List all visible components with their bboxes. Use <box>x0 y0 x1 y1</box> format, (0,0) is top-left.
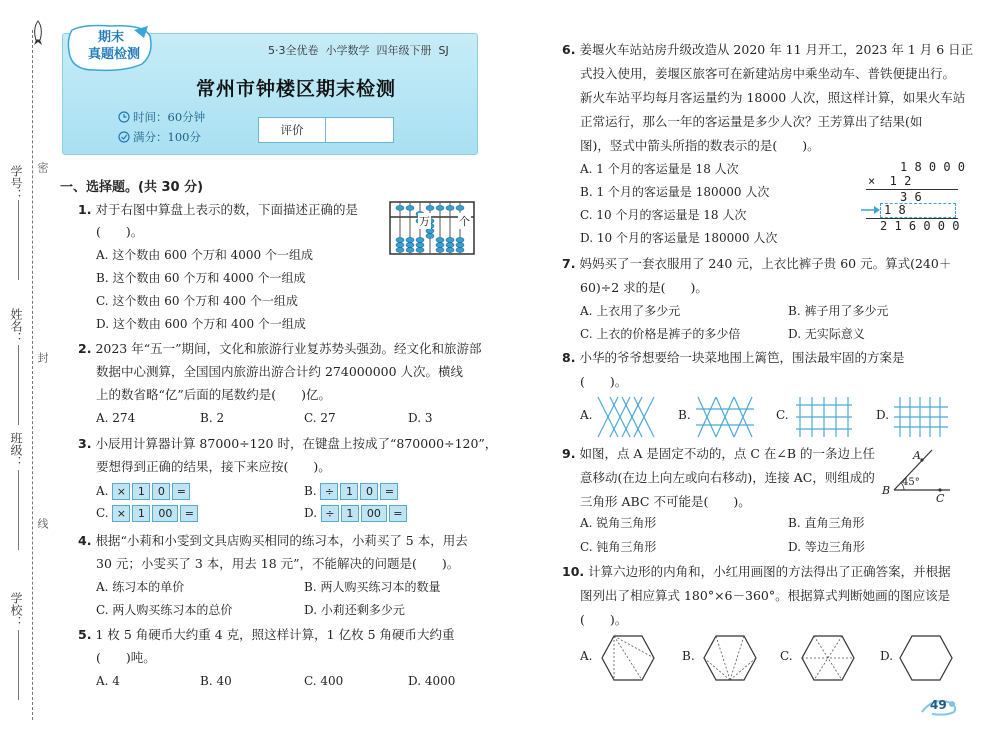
q4-line1: 根据“小莉和小雯到文具店购买相同的练习本，小莉买了 5 本，用去 <box>95 533 468 548</box>
q6-line2: 式投入使用，姜堰区旅客可在新建站房中乘坐动车、普铁便捷出行。 <box>580 66 956 81</box>
q9-option-b[interactable]: B. 直角三角形 <box>788 516 865 530</box>
q3-number: 3. <box>78 436 92 451</box>
key-1: 1 <box>132 483 150 500</box>
hexagon-plain-figure[interactable] <box>898 634 954 682</box>
hexagon-edge-point-figure[interactable] <box>702 634 758 682</box>
q3-option-c[interactable] <box>96 504 200 522</box>
abacus-wan-label: 万 <box>419 215 430 228</box>
key-0: 0 <box>360 483 378 500</box>
q3-option-d[interactable] <box>304 504 409 522</box>
q9-line1: 如图，点 A 是固定不动的，点 C 在∠B 的一条边上任 <box>579 446 876 461</box>
q6-line4: 正常运行，那么一年的客运量是多少人次？王芳算出了结果(如 <box>580 114 923 129</box>
xuexiao-blank[interactable] <box>18 630 19 700</box>
badge-line1: 期末 <box>97 30 124 45</box>
clock-icon <box>118 111 130 123</box>
fence-grid-figure[interactable] <box>794 395 854 439</box>
q3-option-c-label: C. <box>96 506 109 520</box>
q9-option-d[interactable]: D. 等边三角形 <box>788 540 865 554</box>
q1-option-a[interactable]: A. 这个数由 600 个万和 4000 个一组成 <box>96 248 313 262</box>
xuehao-blank[interactable] <box>18 200 19 280</box>
q3-option-d-label: D. <box>304 506 318 520</box>
q3-option-b-label: B. <box>304 484 317 498</box>
q2-option-c[interactable]: C. 27 <box>304 411 336 425</box>
badge-line2: 真题检测 <box>87 47 140 62</box>
q3-option-a-label: A. <box>96 484 109 498</box>
q5-option-b[interactable]: B. 40 <box>200 674 232 688</box>
q8-line1: 小华的爷爷想要给一块菜地围上篱笆，围法最牢固的方案是 <box>579 350 905 365</box>
evaluation-box[interactable] <box>258 117 394 143</box>
seal-xian: 线 <box>36 518 49 529</box>
q7-line2: 60)÷2 求的是( )。 <box>580 280 708 295</box>
calc-row2: × 1 2 <box>868 174 912 188</box>
hexagon-diagonals-figure[interactable] <box>600 634 656 682</box>
q1-number: 1. <box>78 202 92 217</box>
exam-score: 满分：100分 <box>133 130 201 144</box>
q8-line2: ( )。 <box>580 374 628 389</box>
banji-label: 班级： <box>9 432 23 468</box>
page-number: 49 <box>930 698 947 712</box>
q2-option-a[interactable]: A. 274 <box>96 411 136 425</box>
q7-number: 7. <box>562 256 576 271</box>
q6-option-a[interactable]: A. 1 个月的客运量是 18 人次 <box>580 162 739 176</box>
q6-line3: 新火车站平均每月客运量约为 18000 人次，照这样计算，如果火车站 <box>580 90 966 105</box>
q3-line2: 要想得到正确的结果，接下来应按( )。 <box>96 459 331 474</box>
q3-line1: 小辰用计算器计算 87000÷120 时，在键盘上按成了“870000÷120”， <box>95 436 498 451</box>
q1-line1: 对于右图中算盘上表示的数，下面描述正确的是 <box>95 202 358 217</box>
fence-mixed-figure[interactable] <box>694 395 756 439</box>
point-b-label: B <box>882 484 891 497</box>
binding-dashed-line <box>32 30 33 720</box>
q5-number: 5. <box>78 627 92 642</box>
hexagon-center-figure[interactable] <box>800 634 856 682</box>
section-title: 一、选择题。(共 30 分) <box>60 180 204 195</box>
key-equals: = <box>380 483 398 500</box>
abacus-ge-label: 个 <box>459 215 470 228</box>
point-c-label: C <box>936 492 945 505</box>
evaluation-label: 评价 <box>259 118 326 142</box>
fence-diamond-figure[interactable] <box>596 395 658 439</box>
exam-time: 时间：60分钟 <box>133 110 206 124</box>
calc-row4: 1 8 <box>884 203 906 217</box>
q7-option-b[interactable]: B. 裤子用了多少元 <box>788 304 889 318</box>
rocket-icon <box>30 20 46 46</box>
series-info: 5·3全优卷 小学数学 四年级下册 SJ <box>268 44 449 57</box>
key-1: 1 <box>132 505 150 522</box>
key-0: 0 <box>152 483 170 500</box>
q9-line2: 意移动(在边上向左或向右移动)，连接 AC，则组成的 <box>580 470 875 485</box>
q2-line1: 2023 年“五一”期间，文化和旅游行业复苏势头强劲。经文化和旅游部 <box>95 341 482 356</box>
q9-line3: 三角形 ABC 不可能是( )。 <box>580 494 751 509</box>
calc-row1: 1 8 0 0 0 <box>900 160 966 174</box>
fence-grid-small-figure[interactable] <box>892 395 950 439</box>
page-title: 常州市钟楼区期末检测 <box>196 78 397 100</box>
q4-line2: 30 元；小雯买了 3 本，用去 18 元”，不能解决的问题是( )。 <box>96 556 460 571</box>
xuexiao-label: 学校： <box>9 592 23 628</box>
q2-option-d[interactable]: D. 3 <box>408 411 433 425</box>
key-times: × <box>112 505 130 522</box>
q10-line3: ( )。 <box>580 612 628 627</box>
q7-line1: 妈妈买了一套衣服用了 240 元，上衣比裤子贵 60 元。算式(240＋ <box>579 256 952 271</box>
q8-option-b[interactable]: B. <box>678 408 691 422</box>
xingming-label: 姓名： <box>9 308 23 344</box>
q6-number: 6. <box>562 42 576 57</box>
q8-option-c[interactable]: C. <box>776 408 789 422</box>
seal-mi: 密 <box>36 162 49 173</box>
angle-label: 45° <box>902 477 920 488</box>
key-00: 00 <box>152 505 178 522</box>
q10-option-a[interactable]: A. <box>580 649 593 663</box>
key-divide: ÷ <box>320 483 338 500</box>
q1-option-c[interactable]: C. 这个数由 60 个万和 400 个一组成 <box>96 294 298 308</box>
q6-option-c[interactable]: C. 10 个月的客运量是 18 人次 <box>580 208 747 222</box>
q4-number: 4. <box>78 533 92 548</box>
q5-option-c[interactable]: C. 400 <box>304 674 344 688</box>
q1-line2: ( )。 <box>96 224 144 239</box>
q4-option-d[interactable]: D. 小莉还剩多少元 <box>304 603 405 617</box>
q2-option-b[interactable]: B. 2 <box>200 411 225 425</box>
banji-blank[interactable] <box>18 470 19 550</box>
key-equals: = <box>172 483 190 500</box>
q4-option-c[interactable]: C. 两人购买练习本的总价 <box>96 603 233 617</box>
q4-option-b[interactable]: B. 两人购买练习本的数量 <box>304 580 441 594</box>
point-a-label: A <box>913 449 921 462</box>
q8-option-d[interactable]: D. <box>876 408 890 422</box>
q9-number: 9. <box>562 446 576 461</box>
xingming-blank[interactable] <box>18 345 19 425</box>
key-divide: ÷ <box>321 505 339 522</box>
q2-line3: 上的数省略“亿”后面的尾数约是( )亿。 <box>96 387 332 402</box>
q9-option-a[interactable]: A. 锐角三角形 <box>580 516 657 530</box>
calc-row5: 2 1 6 0 0 0 <box>880 219 960 233</box>
q6-option-d[interactable]: D. 10 个月的客运量是 180000 人次 <box>580 231 778 245</box>
key-equals: = <box>389 505 407 522</box>
xuehao-label: 学号： <box>9 165 23 201</box>
q5-line1: 1 枚 5 角硬币大约重 4 克，照这样计算，1 亿枚 5 角硬币大约重 <box>95 627 455 642</box>
key-times: × <box>112 483 130 500</box>
q5-option-a[interactable]: A. 4 <box>96 674 120 688</box>
key-1: 1 <box>340 483 358 500</box>
q5-option-d[interactable]: D. 4000 <box>408 674 456 688</box>
key-1: 1 <box>341 505 359 522</box>
q6-line5: 图)，竖式中箭头所指的数表示的是( )。 <box>580 138 820 153</box>
q10-option-b[interactable]: B. <box>682 649 695 663</box>
q2-number: 2. <box>78 341 92 356</box>
arrow-right-icon <box>860 204 882 216</box>
check-circle-icon <box>118 131 130 143</box>
q1-option-d[interactable]: D. 这个数由 600 个万和 400 个一组成 <box>96 317 306 331</box>
q3-option-a[interactable] <box>96 482 192 500</box>
q10-line1: 计算六边形的内角和，小红用画图的方法得出了正确答案，并根据 <box>588 564 951 579</box>
q5-line2: ( )吨。 <box>96 650 156 665</box>
q10-line2: 图列出了相应算式 180°×6－360°。根据算式判断她画的图应该是 <box>580 588 951 603</box>
q3-option-b[interactable] <box>304 482 400 500</box>
q7-option-a[interactable]: A. 上衣用了多少元 <box>580 304 681 318</box>
key-00: 00 <box>361 505 387 522</box>
q10-number: 10. <box>562 564 585 579</box>
q10-option-d[interactable]: D. <box>880 649 894 663</box>
seal-feng: 封 <box>36 352 49 363</box>
q7-option-d[interactable]: D. 无实际意义 <box>788 327 865 341</box>
q7-option-c[interactable]: C. 上衣的价格是裤子的多少倍 <box>580 327 741 341</box>
q6-option-b[interactable]: B. 1 个月的客运量是 180000 人次 <box>580 185 770 199</box>
q4-option-a[interactable]: A. 练习本的单价 <box>96 580 185 594</box>
calc-row3: 3 6 <box>900 190 922 204</box>
q6-line1: 姜堰火车站站房升级改造从 2020 年 11 月开工，2023 年 1 月 6 日正 <box>579 42 974 57</box>
q1-option-b[interactable]: B. 这个数由 60 个万和 4000 个一组成 <box>96 271 306 285</box>
q2-line2: 数据中心测算，全国国内旅游出游合计约 274000000 人次。横线 <box>96 364 464 379</box>
q10-option-c[interactable]: C. <box>780 649 793 663</box>
q8-number: 8. <box>562 350 576 365</box>
key-equals: = <box>180 505 198 522</box>
q9-option-c[interactable]: C. 钝角三角形 <box>580 540 657 554</box>
q8-option-a[interactable]: A. <box>580 408 593 422</box>
